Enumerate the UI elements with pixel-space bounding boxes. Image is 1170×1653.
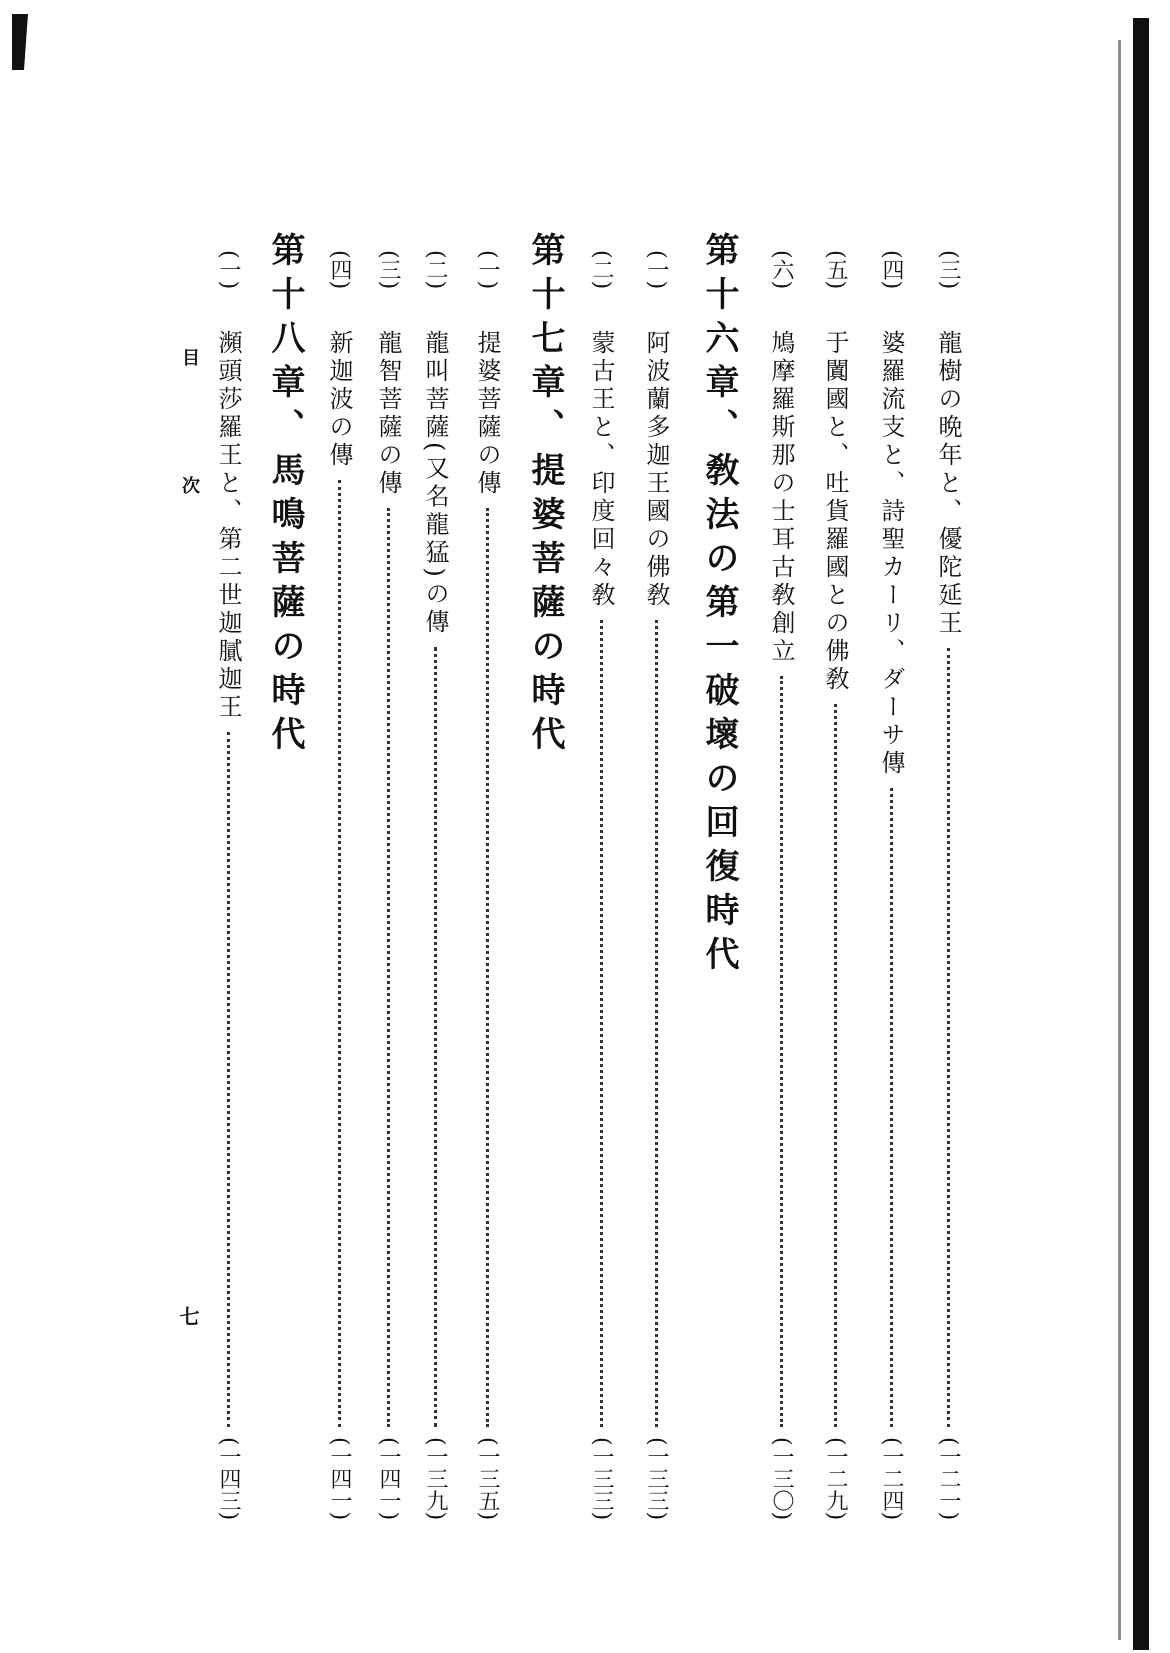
leader-dots [655,620,658,1427]
entry-title: 龍叫菩薩(又名龍猛)の傳 [421,330,449,637]
toc-entry [464,250,510,1520]
toc-entry [205,250,251,1520]
entry-title: 瀕頭莎羅王と、第二世迦膩迦王 [214,330,242,722]
toc-entry [633,250,679,1520]
entry-title: 提婆菩薩の傳 [473,330,501,498]
toc-entry [925,250,971,1520]
entry-page: (一二九) [823,1436,848,1520]
entry-page: (一二一) [936,1436,961,1520]
entry-number: (四) [327,250,352,290]
chapter-title: 第十六章、敎法の第一破壞の回復時代 [699,232,739,980]
page-number: 七 [176,1306,200,1326]
entry-page: (一三九) [423,1436,448,1520]
leader-dots [947,648,950,1427]
chapter-heading [262,232,308,1502]
entry-page: (一四三) [216,1436,241,1520]
entry-number: (三) [376,250,401,290]
entry-number: (一) [216,250,241,290]
leader-dots [600,620,603,1427]
entry-title: 鳩摩羅斯那の士耳古敎創立 [767,330,795,666]
entry-title: 龍樹の晩年と、優陀延王 [934,330,962,638]
toc-entry [578,250,624,1520]
page-edge-line [1118,40,1121,1640]
entry-title: 新迦波の傳 [325,330,353,470]
leader-dots [890,788,893,1427]
entry-title: 蒙古王と、印度回々敎 [587,330,615,610]
entry-number: (一) [644,250,669,290]
entry-title: 龍智菩薩の傳 [374,330,402,498]
entry-page: (一四一) [376,1436,401,1520]
entry-number: (二) [589,250,614,290]
entry-title: 于闐國と、吐貨羅國との佛敎 [821,330,849,694]
page-edge-shadow [1133,18,1149,1650]
entry-page: (一三三) [589,1436,614,1520]
toc-entry [412,250,458,1520]
toc-entry [812,250,858,1520]
entry-page: (一三五) [475,1436,500,1520]
toc-entry [365,250,411,1520]
entry-page: (一四一) [327,1436,352,1520]
leader-dots [338,480,341,1427]
toc-entry [758,250,804,1520]
running-head: 目次 [179,348,200,604]
chapter-title: 第十七章、提婆菩薩の時代 [525,232,565,760]
entry-page: (一三〇) [769,1436,794,1520]
entry-number: (二) [423,250,448,290]
corner-mark [12,14,28,70]
leader-dots [834,704,837,1427]
toc-entry [868,250,914,1520]
leader-dots [434,647,437,1427]
leader-dots [486,508,489,1427]
entry-number: (一) [475,250,500,290]
entry-page: (一二四) [879,1436,904,1520]
leader-dots [387,508,390,1427]
leader-dots [780,676,783,1427]
entry-page: (一三三) [644,1436,669,1520]
toc-entry [316,250,362,1520]
chapter-heading [696,232,742,1502]
entry-number: (四) [879,250,904,290]
chapter-heading [522,232,568,1502]
leader-dots [227,732,230,1427]
chapter-title: 第十八章、馬鳴菩薩の時代 [265,232,305,760]
entry-title: 婆羅流支と、詩聖カーリ、ダーサ傳 [877,330,905,778]
entry-number: (六) [769,250,794,290]
entry-number: (三) [936,250,961,290]
entry-number: (五) [823,250,848,290]
entry-title: 阿波蘭多迦王國の佛敎 [642,330,670,610]
